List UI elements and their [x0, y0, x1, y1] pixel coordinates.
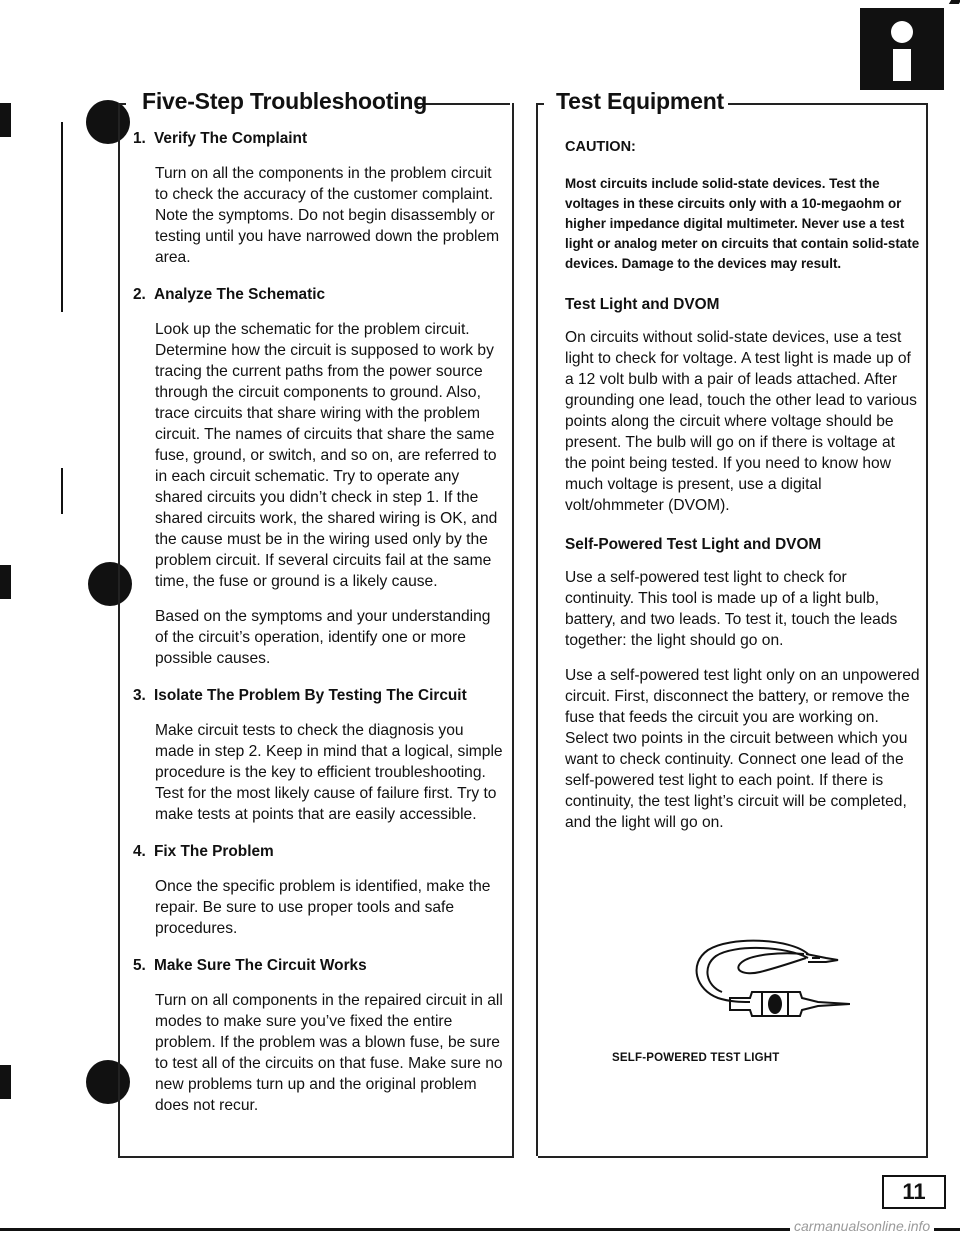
step-4 — [133, 841, 505, 939]
info-icon — [860, 8, 944, 90]
test-light-text: On circuits without solid-state devices, use a test light to check for voltage. A test light is made up of a 12 volt bulb with a pair of leads attached. After grounding one lead, touch the other lead to various points along the circuit where voltage should be present. The bulb will go on if there is voltage at the point being tested. If you need to know how much voltage is present, use a digital volt/ohmmeter (DVOM). — [565, 329, 917, 514]
step-number: 4. — [133, 843, 146, 860]
step-2 — [133, 284, 505, 669]
step-paragraph: Based on the symptoms and your understanding of the circuit’s operation, identify one or more possible causes. — [155, 608, 491, 667]
step-number: 1. — [133, 130, 146, 147]
margin-mark — [0, 565, 11, 599]
step-1 — [133, 128, 505, 268]
self-powered-text: Use a self-powered test light to check for continuity. This tool is made up of a light bulb, battery, and two leads. To test it, touch the leads together: the light should go on. — [565, 569, 898, 649]
left-section-title: Five-Step Troubleshooting — [142, 88, 428, 114]
step-number: 5. — [133, 957, 146, 974]
self-powered-text: Use a self-powered test light only on an unpowered circuit. First, disconnect the battery, or remove the fuse that feeds the circuit you are working on. Select two points in the circuit between which you want to check continuity. Connect one lead of the self-powered test light to each point. If there is continuity, the test light’s circuit will be completed, and the light will go on. — [565, 667, 920, 831]
caution-text: Most circuits include solid-state devices. Test the voltages in these circuits only with a 10-megaohm or higher impedance digital multimeter. Never use a test light or analog meter on circuits that contain solid-state devices. Damage to the devices may result. — [565, 176, 920, 271]
step-paragraph: Once the specific problem is identified, make the repair. Be sure to use proper tools and safe procedures. — [155, 878, 491, 937]
step-paragraph: Look up the schematic for the problem circuit. Determine how the circuit is supposed to work by tracing the current paths from the power source through the circuit components to ground. Also, trace circuits that share wiring with the problem circuit. The names of circuits that share the same fuse, ground, or switch, and so on, are referred to in each circuit schematic. Try to operate any shared circuits you didn’t check in step 1. If the shared circuits work, the shared wiring is OK, and the cause must be in the wiring used only by the problem circuit. If several circuits fail at the same time, the fuse or ground is a likely cause. — [155, 321, 498, 590]
caution-heading: CAUTION: — [565, 139, 636, 155]
self-powered-heading: Self-Powered Test Light and DVOM — [565, 536, 822, 553]
test-light-heading: Test Light and DVOM — [565, 296, 720, 313]
test-equipment-content — [565, 137, 920, 847]
right-frame-rule — [536, 103, 544, 105]
self-powered-test-light-icon — [690, 932, 850, 1018]
step-heading: Verify The Complaint — [154, 130, 308, 147]
step-heading: Isolate The Problem By Testing The Circuit — [154, 687, 467, 704]
step-paragraph: Turn on all components in the repaired circuit in all modes to make sure you’ve fixed the entire problem. If the problem was a blown fuse, be sure to test all of the circuits on that fuse. Make sure no new problems turn up and the original problem does not recur. — [155, 992, 503, 1114]
step-3 — [133, 685, 505, 825]
left-frame-right-edge — [512, 103, 514, 1158]
step-heading: Make Sure The Circuit Works — [154, 957, 367, 974]
step-paragraph: Turn on all the components in the problem circuit to check the accuracy of the customer complaint. Note the symptoms. Do not begin disassembly or testing until you have narrowed down the problem area. — [155, 165, 500, 266]
step-heading: Fix The Problem — [154, 843, 274, 860]
step-number: 2. — [133, 286, 146, 303]
margin-mark — [0, 1065, 11, 1099]
right-section-title: Test Equipment — [556, 88, 725, 114]
margin-mark — [0, 103, 11, 137]
corner-mark — [949, 0, 960, 4]
margin-line — [61, 468, 63, 514]
left-frame-rule — [118, 103, 126, 105]
step-heading: Analyze The Schematic — [154, 286, 326, 303]
watermark: carmanualsonline.info — [790, 1218, 934, 1234]
step-paragraph: Make circuit tests to check the diagnosis you made in step 2. Keep in mind that a logical, simple procedure is the key to efficient troubleshooting. Test for the most likely cause of failure first. Try to make tests at points that are easily accessible. — [155, 722, 503, 823]
left-frame-rule — [417, 103, 510, 105]
page-number: 11 — [882, 1175, 946, 1209]
step-5 — [133, 955, 505, 1116]
right-frame-rule — [728, 103, 928, 105]
troubleshooting-steps — [133, 128, 505, 1130]
margin-line — [61, 122, 63, 312]
figure-caption: SELF-POWERED TEST LIGHT — [612, 1052, 780, 1064]
step-number: 3. — [133, 687, 146, 704]
